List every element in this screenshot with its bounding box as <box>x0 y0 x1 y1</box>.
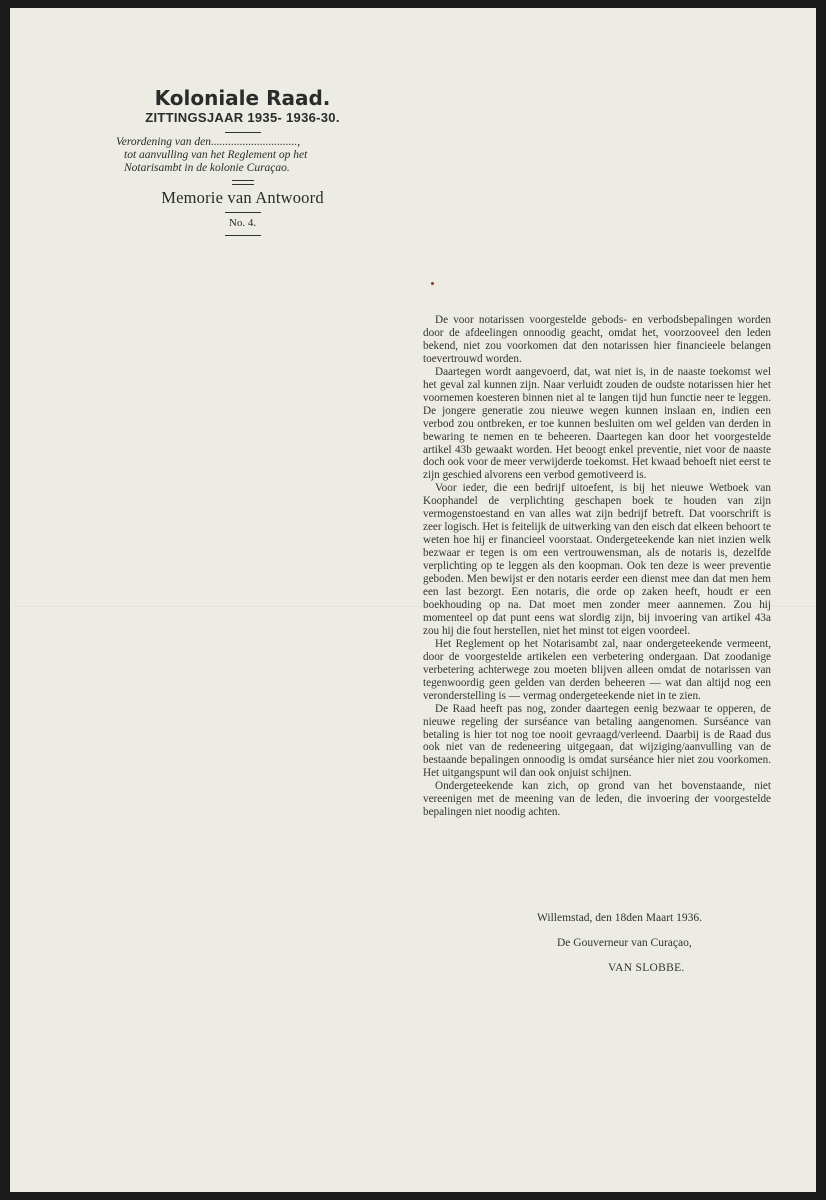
signatory-name: VAN SLOBBE. <box>608 962 685 974</box>
number-rule <box>225 235 261 236</box>
body-paragraph: Het Reglement op het Notarisambt zal, naar ondergeteekende vermeent, door de voorgestelde artikelen een verbetering ondergaan. Dat zoodanige verbetering achterwege zou moeten blijven alleen omdat de notarissen van tegenwoordig geen gelden van derden beheeren — wat dan altijd nog een veronderstelling is — vermag ondergeteekende niet in te zien. <box>423 637 771 702</box>
memorie-heading: Memorie van Antwoord <box>161 188 324 207</box>
header-double-rule <box>232 180 254 185</box>
body-paragraph: Ondergeteekende kan zich, op grond van het bovenstaande, niet vereenigen met de meening van de leden, die invoering der voorgestelde bepalingen niet noodig achten. <box>423 780 771 819</box>
subject-line-2: tot aanvulling van het Reglement op het <box>124 149 308 161</box>
subject-line-3: Notarisambt in de kolonie Curaçao. <box>124 162 290 174</box>
memorie-rule <box>225 212 261 213</box>
document-header <box>110 86 375 239</box>
place-date: Willemstad, den 18den Maart 1936. <box>537 912 702 924</box>
body-paragraph: Daartegen wordt aangevoerd, dat, wat niet is, in de naaste toekomst wel het geval zal kunnen zijn. Naar verluidt zouden de oudste notarissen hier het voornemen koesteren binnen niet al te langen tijd hun functie neer te leggen. De jongere generatie zou nieuwe wegen kunnen inslaan en, indien een verbod zou ontbreken, er toe kunnen besluiten om wel gelden van derden in bewaring te nemen en te beheeren. Daartegen kan door het voorgestelde artikel 43b gewaakt worden. Het beoogt enkel preventie, niet voor de naaste doch ook voor de meer verwijderde toekomst. Het kwaad behoeft niet eerst te zijn geschied alvorens een verbod gemotiveerd is. <box>423 365 771 482</box>
body-paragraph: De voor notarissen voorgestelde gebods- en verbodsbepalingen worden door de afdeelingen onnoodig geacht, omdat het, voorzooveel den leden bekend, niet zou voorkomen dat den notarissen hier financieele belangen toevertrouwd worden. <box>423 314 771 365</box>
document-page <box>10 8 816 1192</box>
body-paragraph: De Raad heeft pas nog, zonder daartegen eenig bezwaar te opperen, de nieuwe regeling der surséance van betaling aangenomen. Surséance van betaling is hier tot nog toe nooit gevraagd/verleend. Daarbij is de Raad dus ook niet van de redeneering uitgegaan, dat wijziging/aanvulling van de bestaande bepalingen onnoodig is omdat surséance hier niet zou voorkomen. Het uitgangspunt wil dan ook onjuist schijnen. <box>423 702 771 780</box>
subject-line-1: Verordening van den.............................., <box>116 136 301 148</box>
header-rule <box>225 132 261 133</box>
body-paragraph: Voor ieder, die een bedrijf uitoefent, is bij het nieuwe Wetboek van Koophandel de verplichting geschapen boek te houden van zijn vermogenstoestand en van alles wat zijn bedrijf betreft. Dat voorschrift is zeer logisch. Het is feitelijk de uitwerking van den eisch dat elkeen behoort te weten hoe hij er financieel voorstaat. Ondergeteekende kan niet inzien welk bezwaar er tegen is om een vertrouwensman, als de notaris is, dezelfde verplichting op te leggen als den koopman. Ook ten deze is weer preventie geboden. Men bewijst er den notaris eerder een dienst mee dan dat men hem een last bezorgt. Een notaris, die orde op zaken heeft, houdt er een boekhouding op na. Dat moet men zonder meer aannemen. Zou hij momenteel op dat punt eens wat slordig zijn, bij invoering van artikel 43a zou hij die fout herstellen, niet het minst tot eigen voordeel. <box>423 482 771 637</box>
subject-text <box>116 136 375 175</box>
ink-mark <box>431 282 434 285</box>
document-body <box>423 314 771 819</box>
document-number: No. 4. <box>228 217 257 229</box>
governor-office: De Gouverneur van Curaçao, <box>557 937 692 949</box>
council-title: Koloniale Raad. <box>154 86 331 110</box>
session-year: ZITTINGSJAAR 1935- 1936-30. <box>145 110 340 125</box>
